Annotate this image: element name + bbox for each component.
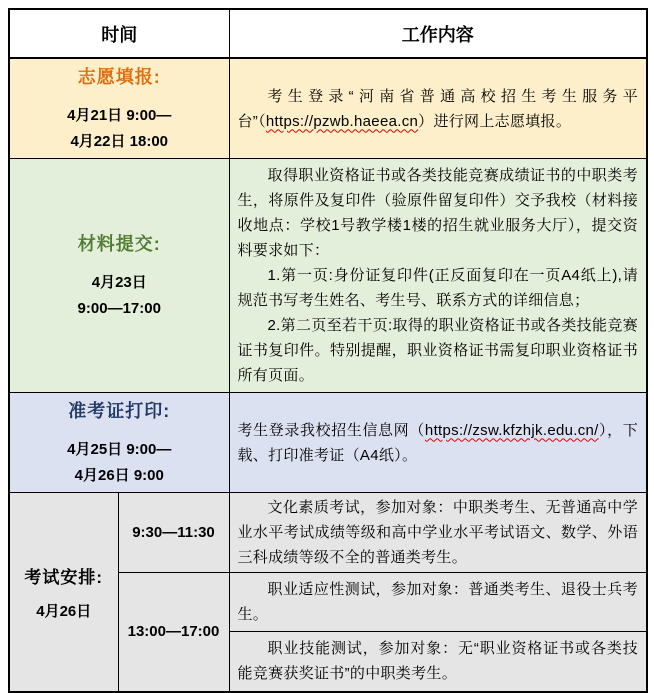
exam-date: 4月26日 xyxy=(36,602,92,620)
exam-slot2a-content: 职业适应性测试，参加对象：普通类考生、退役士兵考生。 xyxy=(237,581,638,623)
materials-dates xyxy=(18,270,221,321)
volunteer-content-post: ）进行网上志愿填报。 xyxy=(418,112,572,130)
time-column-header: 时间 xyxy=(9,9,229,58)
volunteer-date-start: 4月21日 9:00— xyxy=(67,107,172,124)
exam-slot1-content: 文化素质考试，参加对象：中职类考生、无普通高中学业水平考试成绩等级和高中学业水平考试语文、数学、外语三科成绩等级不全的普通类考生。 xyxy=(237,499,638,566)
admit-card-time-cell xyxy=(9,393,229,493)
admit-card-date-start: 4月25日 9:00— xyxy=(67,441,172,458)
admit-card-content-pre: 考生登录我校招生信息网（ xyxy=(237,421,425,439)
admit-card-content-post: ），下载、打印准考证（A4纸）。 xyxy=(237,421,638,464)
admit-card-url: https://zsw.kfzhjk.edu.cn/ xyxy=(424,421,599,439)
volunteer-url: https://pzwb.haeea.cn xyxy=(265,112,419,130)
volunteer-content-pre: 考生登录“河南省普通高校招生考生服务平台”（ xyxy=(237,87,638,130)
exam-slot1-content-cell xyxy=(229,493,647,573)
materials-time-range: 9:00—17:00 xyxy=(77,299,161,317)
exam-slot2b-content: 职业技能测试，参加对象：无“职业资格证书或各类技能竞赛获奖证书”的中职类考生。 xyxy=(237,640,638,683)
exam-slot2-time: 13:00—17:00 xyxy=(118,573,229,692)
header-row xyxy=(9,9,647,58)
materials-time-cell xyxy=(9,159,229,393)
exam-slot2b-content-cell xyxy=(229,632,647,692)
materials-paragraph-2: 1.第一页:身份证复印件(正反面复印在一页A4纸上),请规范书写考生姓名、考生号、联系方式的详细信息； xyxy=(237,267,638,309)
materials-title: 材料提交: xyxy=(77,234,161,254)
admit-card-content-cell xyxy=(229,393,647,493)
exam-title: 考试安排: xyxy=(24,567,104,587)
materials-date: 4月23日 xyxy=(91,274,147,291)
volunteer-time-cell xyxy=(9,58,229,159)
schedule-table xyxy=(8,8,648,693)
exam-slot1-time: 9:30—11:30 xyxy=(118,493,229,573)
materials-paragraph-3: 2.第二页至若干页:取得的职业资格证书或各类技能竞赛证书复印件。特别提醒，职业资格证书需复印职业资格证书所有页面。 xyxy=(237,317,638,384)
volunteer-title: 志愿填报: xyxy=(77,67,161,87)
materials-content-cell xyxy=(229,159,647,393)
admit-card-dates xyxy=(18,437,221,488)
materials-row xyxy=(9,159,647,393)
volunteer-content-cell xyxy=(229,58,647,159)
admit-card-date-end: 4月26日 9:00 xyxy=(74,466,164,484)
exam-row-1 xyxy=(9,493,647,573)
admit-card-row xyxy=(9,393,647,493)
volunteer-content xyxy=(238,84,639,134)
volunteer-row xyxy=(9,58,647,159)
admit-card-title: 准考证打印: xyxy=(68,401,171,421)
exam-slot2a-content-cell xyxy=(229,573,647,632)
volunteer-dates xyxy=(18,103,221,154)
content-column-header: 工作内容 xyxy=(229,9,647,58)
exam-label-cell xyxy=(9,493,118,692)
admit-card-content xyxy=(238,418,639,468)
materials-paragraph-1: 取得职业资格证书或各类技能竞赛成绩证书的中职类考生，将原件及复印件（验原件留复印件）交予我校（材料接收地点：学校1号教学楼1楼的招生就业服务大厅），提交资料要求如下： xyxy=(237,167,638,259)
volunteer-date-end: 4月22日 18:00 xyxy=(70,132,169,150)
